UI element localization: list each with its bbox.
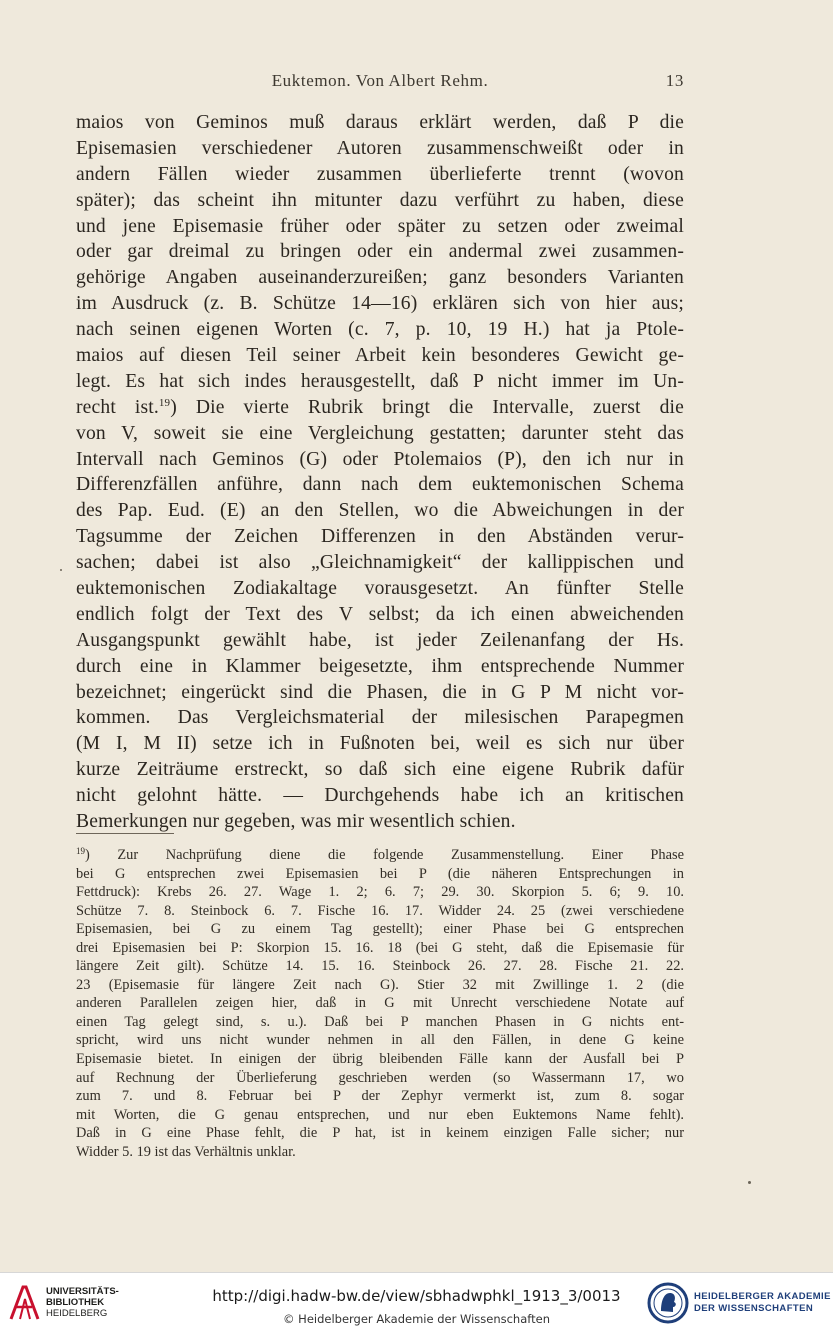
text-line: und jene Episemasie früher oder später zu setzen oder zweimal [76, 215, 684, 237]
main-text [76, 110, 684, 835]
text-line: Tagsumme der Zeichen Differenzen in den Abständen verur- [76, 526, 684, 548]
text-line: durch eine in Klammer beigesetzte, ihm entsprechende Nummer [76, 655, 684, 677]
copyright-notice: © Heidelberger Akademie der Wissenschaften [283, 1312, 550, 1326]
viewer-footer-bar [0, 1272, 833, 1333]
text-line: später); das scheint ihn mitunter dazu verführt zu haben, diese [76, 189, 684, 211]
text-line: Episemasien verschiedener Autoren zusammenschweißt oder in [76, 137, 684, 159]
library-line: UNIVERSITÄTS- [46, 1286, 119, 1297]
text-line: kurze Zeiträume erstreckt, so daß sich eine eigene Rubrik dafür [76, 759, 684, 781]
text-line: (M I, M II) setze ich in Fußnoten bei, weil es sich nur über [76, 733, 684, 755]
footnote-line: mit Worten, die G genau entsprechen, und nur eben Euktemons Name fehlt). [76, 1106, 684, 1123]
text-line: des Pap. Eud. (E) an den Stellen, wo die Abweichungen in der [76, 500, 684, 522]
text-line: Intervall nach Geminos (G) oder Ptolemaios (P), den ich nur in [76, 448, 684, 470]
text-line: andern Fällen wieder zusammen überlieferte trennt (wovon [76, 163, 684, 185]
text-line: endlich folgt der Text des V selbst; da ich einen abweichenden [76, 603, 684, 625]
text-line: bezeichnet; eingerückt sind die Phasen, die in G P M nicht vor- [76, 681, 684, 703]
running-head [76, 71, 684, 95]
running-head-title: Euktemon. Von Albert Rehm. [271, 71, 489, 90]
footnote-line: Episemasie bietet. In einigen der übrig bleibenden Fälle kann der Ausfall bei P [76, 1051, 684, 1068]
text-line: euktemonischen Zodiakaltage vorausgesetzt. An fünfter Stelle [76, 578, 684, 600]
footnote-line: Daß in G eine Phase fehlt, die P hat, ist in keinem einzigen Falle sicher; nur [76, 1125, 684, 1142]
footnote-text: ) Zur Nachprüfung diene die folgende Zusammenstellung. Einer Phase [85, 847, 684, 863]
text-line: Bemerkungen nur gegeben, was mir wesentlich schien. [76, 811, 516, 833]
text-line: sachen; dabei ist also „Gleichnamigkeit“ der kallippischen und [76, 552, 684, 574]
footnote-line: Schütze 7. 8. Steinbock 6. 7. Fische 16. 17. Widder 24. 25 (zwei verschiedene [76, 902, 684, 919]
library-line: BIBLIOTHEK [46, 1297, 105, 1308]
page-number: 13 [665, 71, 684, 90]
footnote-line: zum 7. und 8. Februar bei P der Zephyr vermerkt ist, zum 8. sogar [76, 1088, 684, 1105]
text-line: Ausgangspunkt gewählt habe, ist jeder Zeilenanfang der Hs. [76, 629, 684, 651]
footnote-reference[interactable]: 19 [158, 396, 171, 409]
permalink-url[interactable]: http://digi.hadw-bw.de/view/sbhadwphkl_1913_3/0013 [212, 1287, 621, 1305]
footnote-divider [76, 833, 174, 834]
footnote-marker: 19 [76, 846, 85, 856]
footnote-line: auf Rechnung der Überlieferung geschrieben werden (so Wassermann 17, wo [76, 1069, 684, 1086]
footnote-block [76, 846, 684, 1161]
footnote-line: Widder 5. 19 ist das Verhältnis unklar. [76, 1143, 296, 1160]
text-line: oder gar dreimal zu bringen oder ein andermal zwei zusammen- [76, 241, 684, 263]
text-line: kommen. Das Vergleichsmaterial der milesischen Parapegmen [76, 707, 684, 729]
text-line: von V, soweit sie eine Vergleichung gestatten; darunter steht das [76, 422, 684, 444]
footnote-line: bei G entsprechen zwei Episemasien bei P (die näheren Entsprechungen in [76, 865, 684, 882]
footnote-line: Episemasien, bei G zu einem Tag gestellt); einer Phase bei G entsprechen [76, 921, 684, 938]
footnote-line: drei Episemasien bei P: Skorpion 15. 16. 18 (bei G steht, daß die Episemasie für [76, 939, 684, 956]
text-line: maios auf diesen Teil seiner Arbeit kein besonderes Gewicht ge- [76, 345, 684, 367]
text-line: nicht gelohnt hätte. — Durchgehends habe ich an kritischen [76, 785, 684, 807]
footnote-line: längere Zeit gilt). Schütze 14. 15. 16. Steinbock 26. 27. 28. Fische 21. 22. [76, 958, 684, 975]
text-line: gehörige Angaben auseinanderzureißen; ganz besonders Varianten [76, 267, 684, 289]
text-line: nach seinen eigenen Worten (c. 7, p. 10, 19 H.) hat ja Ptole- [76, 319, 684, 341]
scan-speck [60, 569, 62, 571]
footnote-line: 23 (Episemasie für längere Zeit nach G). Stier 32 mit Zwillinge 1. 2 (die [76, 976, 684, 993]
academy-line: DER WISSENSCHAFTEN [694, 1303, 814, 1314]
text-fragment: ) Die vierte Rubrik bringt die Intervalle, zuerst die [170, 396, 684, 418]
footnote-line: anderen Parallelen zeigen hier, daß in G mit Unrecht verschiedene Notate auf [76, 995, 684, 1012]
text-line-with-footnote-ref [76, 395, 684, 421]
text-fragment: recht ist. [76, 396, 159, 418]
text-line: maios von Geminos muß daraus erklärt werden, daß P die [76, 112, 684, 133]
footnote-line: einen Tag gelegt sind, s. u.). Daß bei P manchen Phasen in G nichts ent- [76, 1013, 684, 1030]
footnote-line [76, 846, 684, 865]
hadw-medallion-icon[interactable] [647, 1281, 689, 1325]
library-line: HEIDELBERG [46, 1308, 108, 1319]
text-line: Differenzfällen anführe, dann nach dem euktemonischen Schema [76, 474, 684, 496]
footnote-line: spricht, wird uns nicht wunder nehmen in all den Fällen, in dene G keine [76, 1032, 684, 1049]
academy-name [694, 1291, 831, 1315]
text-line: im Ausdruck (z. B. Schütze 14—16) erklären sich von hier aus; [76, 293, 684, 315]
academy-line: HEIDELBERGER AKADEMIE [694, 1291, 831, 1302]
text-line: legt. Es hat sich indes herausgestellt, daß P nicht immer im Un- [76, 370, 684, 392]
footnote-line: Fettdruck): Krebs 26. 27. Wage 1. 2; 6. 7; 29. 30. Skorpion 5. 6; 9. 10. [76, 884, 684, 901]
scan-speck [748, 1181, 751, 1184]
